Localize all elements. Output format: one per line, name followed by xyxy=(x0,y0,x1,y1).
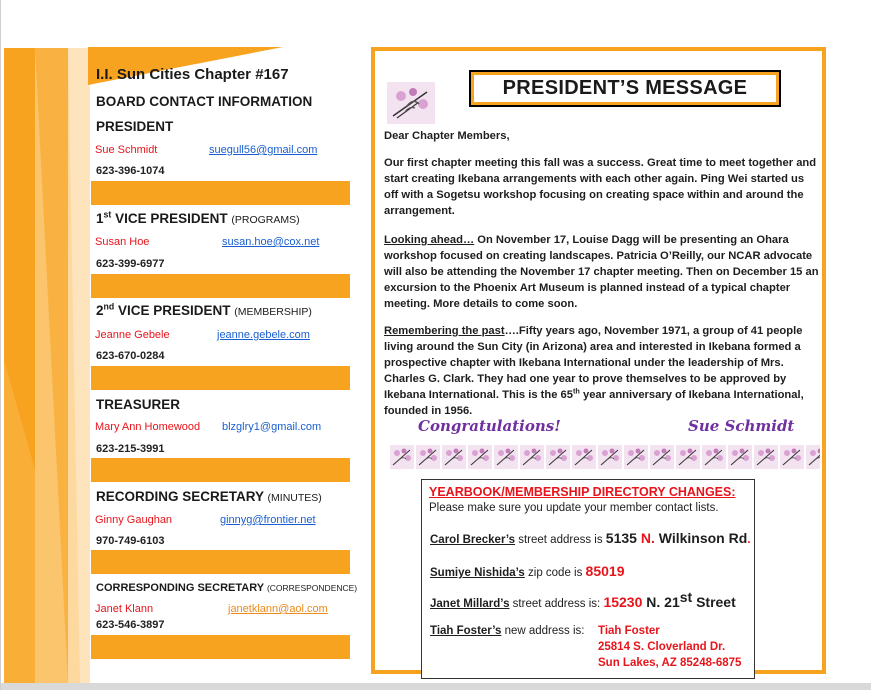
flower-arrangement-icon xyxy=(387,82,435,124)
message-paragraph-3: Remembering the past….Fifty years ago, November 1971, a group of 41 people living around the Sun City (in Arizona) area and interested in Ikebana formed a prospective chapter with Ikebana International under the leadership of Mrs. Charles G. Clark. They had one year to prove themselves to be approved by Ikebana International. This is the 65th year anniversary of Ikebana International, founded in 1956. xyxy=(384,325,804,417)
divider-band xyxy=(91,181,350,205)
role-corresponding-secretary-title: CORRESPONDING SECRETARY (CORRESPONDENCE) xyxy=(96,582,358,594)
board-heading: BOARD CONTACT INFORMATION xyxy=(96,94,313,109)
change-carol-brecker: Carol Brecker’s street address is 5135 N. Wilkinson Rd. xyxy=(430,530,751,546)
first-vp-email-link[interactable]: susan.hoe@cox.net xyxy=(222,236,320,248)
signature: Sue Schmidt xyxy=(688,417,795,435)
page-edge xyxy=(0,0,1,690)
role-recording-secretary-title: RECORDING SECRETARY (MINUTES) xyxy=(96,489,322,504)
tiah-foster-address-line-1: Tiah Foster xyxy=(598,625,660,637)
page-title: PRESIDENT’S MESSAGE xyxy=(502,77,748,99)
president-email-link[interactable]: suegull56@gmail.com xyxy=(209,144,318,156)
second-vp-phone: 623-670-0284 xyxy=(96,350,165,362)
tiah-foster-address-line-2: 25814 S. Cloverland Dr. xyxy=(598,641,726,653)
divider-band xyxy=(91,274,350,298)
change-tiah-foster: Tiah Foster’s new address is: xyxy=(430,625,585,637)
corresponding-secretary-phone: 623-546-3897 xyxy=(96,619,165,631)
tiah-foster-address-line-3: Sun Lakes, AZ 85248-6875 xyxy=(598,657,742,669)
divider-band xyxy=(91,635,350,659)
role-president-title: PRESIDENT xyxy=(96,119,174,134)
corresponding-secretary-name: Janet Klann xyxy=(95,603,154,615)
recording-secretary-name: Ginny Gaughan xyxy=(95,514,173,526)
president-phone: 623-396-1074 xyxy=(96,165,165,177)
divider-band xyxy=(91,458,350,482)
treasurer-name: Mary Ann Homewood xyxy=(95,421,201,433)
first-vp-phone: 623-399-6977 xyxy=(96,258,165,270)
left-stripe-decoration xyxy=(0,0,95,683)
corresponding-secretary-email-link[interactable]: janetklann@aol.com xyxy=(228,603,328,615)
bottom-page-gap xyxy=(0,683,871,690)
divider-band xyxy=(91,366,350,390)
second-vp-email-link[interactable]: jeanne.gebele.com xyxy=(217,329,310,341)
message-paragraph-2: Looking ahead… On November 17, Louise Dagg will be presenting an Ohara workshop focused on creating landscapes. Patricia O’Reilly, our NCAR advocate will also be attending the November 17 chapter meeting. Then on December 15 an excursion to the Phoenix Art Museum is planned instead of a typical chapter meeting. More details to come soon. xyxy=(384,234,819,310)
divider-band xyxy=(91,550,350,574)
role-first-vp-title: 1st VICE PRESIDENT (PROGRAMS) xyxy=(96,209,300,226)
first-vp-name: Susan Hoe xyxy=(95,236,150,248)
change-janet-millard: Janet Millard’s street address is: 15230 N. 21st Street xyxy=(430,589,736,610)
directory-changes-intro: Please make sure you update your member contact lists. xyxy=(429,502,719,514)
greeting: Dear Chapter Members, xyxy=(384,130,510,142)
directory-changes-title: YEARBOOK/MEMBERSHIP DIRECTORY CHANGES: xyxy=(429,485,736,499)
second-vp-name: Jeanne Gebele xyxy=(95,329,170,341)
chapter-title: I.I. Sun Cities Chapter #167 xyxy=(96,66,289,83)
change-sumiye-nishida: Sumiye Nishida’s zip code is 85019 xyxy=(430,563,625,579)
treasurer-phone: 623-215-3991 xyxy=(96,443,165,455)
recording-secretary-email-link[interactable]: ginnyg@frontier.net xyxy=(220,514,316,526)
recording-secretary-phone: 970-749-6103 xyxy=(96,535,165,547)
message-paragraph-1: Our first chapter meeting this fall was a success. Great time to meet together and start creating Ikebana arrangements with each other again. Ping Wei started us off with a Sogetsu workshop focusing on creating space within and around the arrangement. xyxy=(384,157,817,217)
treasurer-email-link[interactable]: blzglry1@gmail.com xyxy=(222,421,322,433)
role-treasurer-title: TREASURER xyxy=(96,397,181,412)
president-name: Sue Schmidt xyxy=(95,144,158,156)
flower-border-icon xyxy=(390,444,820,471)
title-banner xyxy=(469,70,781,107)
congratulations-text: Congratulations! xyxy=(418,417,561,435)
role-second-vp-title: 2nd VICE PRESIDENT (MEMBERSHIP) xyxy=(96,301,312,318)
